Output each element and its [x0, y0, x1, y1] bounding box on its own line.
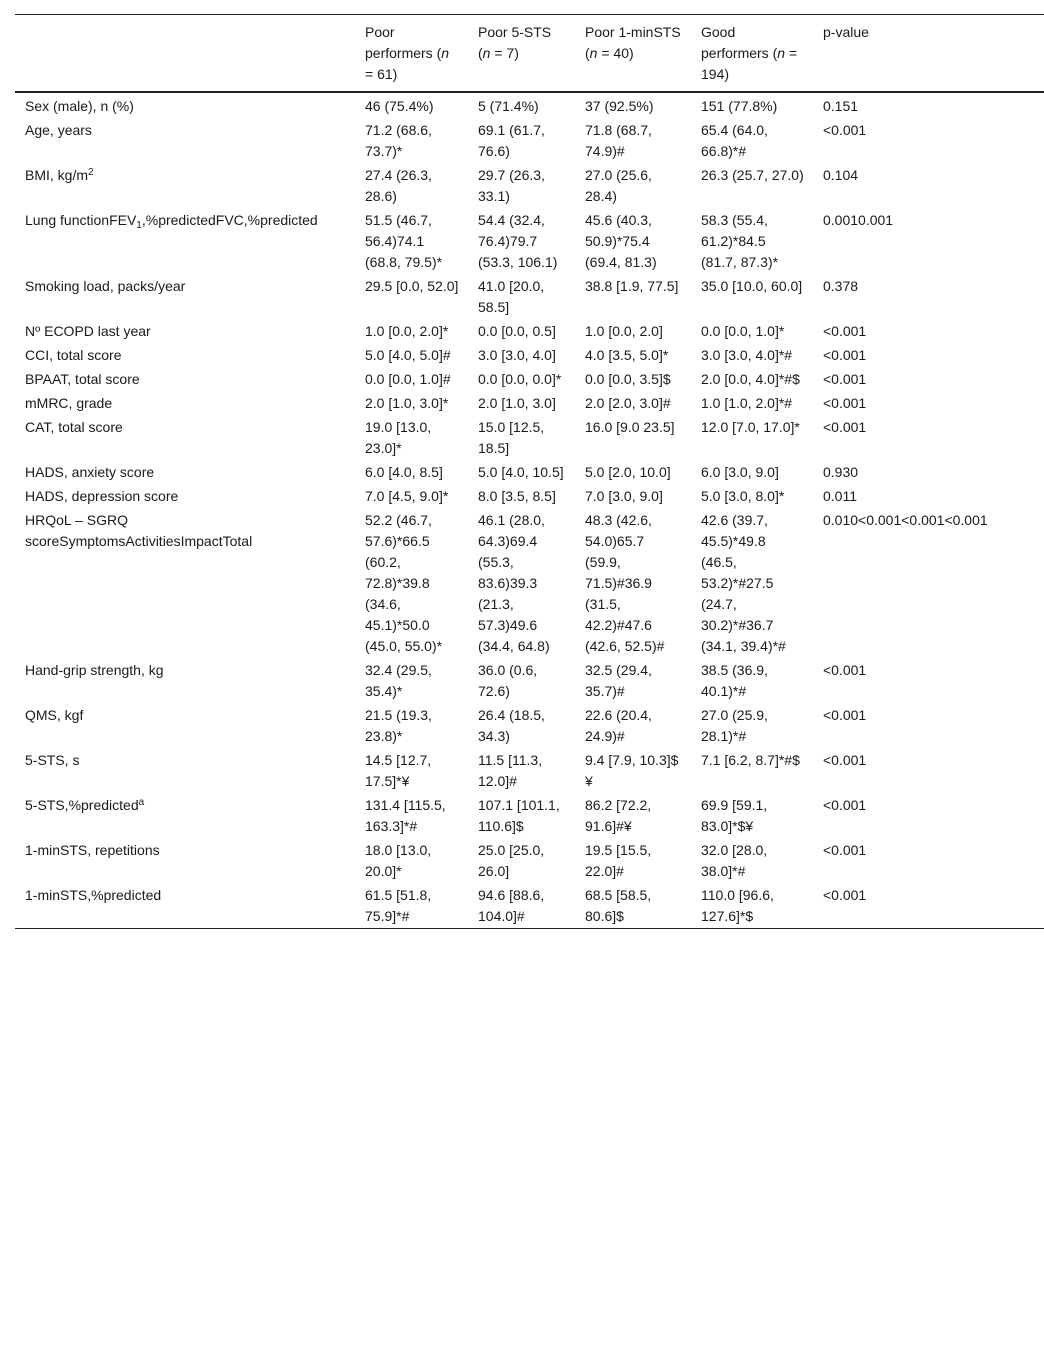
cell-poor-1minsts: 71.8 (68.7, 74.9)#	[585, 122, 652, 159]
table-row	[15, 838, 1044, 883]
cell-poor-performers: 32.4 (29.5, 35.4)*	[365, 662, 432, 699]
row-label: Sex (male), n (%)	[25, 98, 134, 114]
row-label: HADS, depression score	[25, 488, 179, 504]
cell-poor-1minsts: 68.5 [58.5, 80.6]$	[585, 887, 652, 924]
cell-good-performers: 7.1 [6.2, 8.7]*#$	[701, 752, 800, 768]
cell-poor-5sts: 3.0 [3.0, 4.0]	[478, 347, 556, 363]
cell-good-performers: 35.0 [10.0, 60.0]	[701, 278, 803, 294]
cell-good-performers: 42.6 (39.7, 45.5)*49.8 (46.5, 53.2)*#27.5 (24.7, 30.2)*#36.7 (34.1, 39.4)*#	[701, 512, 786, 654]
row-label: BMI, $kg/m^2$	[25, 167, 94, 183]
cell-poor-5sts: 94.6 [88.6, 104.0]#	[478, 887, 545, 924]
cell-poor-5sts: 15.0 [12.5, 18.5]	[478, 419, 545, 456]
row-label: 1-minSTS, repetitions	[25, 842, 160, 858]
cell-poor-1minsts: 27.0 (25.6, 28.4)	[585, 167, 652, 204]
cell-poor-performers: 51.5 (46.7, 56.4)74.1 (68.8, 79.5)*	[365, 212, 443, 270]
cell-poor-performers: 0.0 [0.0, 1.0]#	[365, 371, 451, 387]
table-row	[15, 92, 1044, 118]
table-row	[15, 343, 1044, 367]
cell-poor-5sts: 25.0 [25.0, 26.0]	[478, 842, 545, 879]
cell-poor-1minsts: 48.3 (42.6, 54.0)65.7 (59.9, 71.5)#36.9 (31.5, 42.2)#47.6 (42.6, 52.5)#	[585, 512, 665, 654]
cell-poor-1minsts: 16.0 [9.0 23.5]	[585, 419, 675, 435]
cell-good-performers: 0.0 [0.0, 1.0]*	[701, 323, 785, 339]
header-poor-5sts: Poor 5-STS (n = 7)	[478, 24, 552, 61]
cell-poor-1minsts: 37 (92.5%)	[585, 98, 654, 114]
cell-good-performers: 2.0 [0.0, 4.0]*#$	[701, 371, 800, 387]
row-label: BPAAT, total score	[25, 371, 140, 387]
row-label: Lung functionFEV$_1$,%predictedFVC,%predicted	[25, 212, 318, 231]
cell-poor-performers: 6.0 [4.0, 8.5]	[365, 464, 443, 480]
cell-poor-1minsts: 4.0 [3.5, 5.0]*	[585, 347, 669, 363]
cell-good-performers: 27.0 (25.9, 28.1)*#	[701, 707, 768, 744]
cell-pvalue: 0.151	[823, 98, 859, 114]
cell-pvalue: <0.001	[823, 323, 867, 339]
cell-poor-1minsts: 9.4 [7.9, 10.3]$¥	[585, 752, 679, 789]
row-label: mMRC, grade	[25, 395, 113, 411]
cell-pvalue: <0.001	[823, 662, 867, 678]
cell-poor-1minsts: 0.0 [0.0, 3.5]$	[585, 371, 671, 387]
cell-pvalue: <0.001	[823, 347, 867, 363]
cell-poor-5sts: 11.5 [11.3, 12.0]#	[478, 752, 543, 789]
cell-poor-performers: 1.0 [0.0, 2.0]*	[365, 323, 449, 339]
table-row	[15, 508, 1044, 658]
cell-poor-5sts: 8.0 [3.5, 8.5]	[478, 488, 556, 504]
header-poor-1minsts: Poor 1-minSTS (n = 40)	[585, 24, 681, 61]
cell-good-performers: 65.4 (64.0, 66.8)*#	[701, 122, 768, 159]
cell-poor-5sts: 2.0 [1.0, 3.0]	[478, 395, 556, 411]
cell-poor-performers: 18.0 [13.0, 20.0]*	[365, 842, 432, 879]
cell-poor-1minsts: 7.0 [3.0, 9.0]	[585, 488, 663, 504]
cell-pvalue: 0.930	[823, 464, 859, 480]
table-row	[15, 748, 1044, 793]
cell-poor-performers: 61.5 [51.8, 75.9]*#	[365, 887, 432, 924]
cell-good-performers: 6.0 [3.0, 9.0]	[701, 464, 779, 480]
row-label: 5-STS,%predicted$^a$	[25, 797, 145, 813]
table-header	[15, 15, 1044, 93]
row-label: 1-minSTS,%predicted	[25, 887, 162, 903]
cell-poor-performers: 46 (75.4%)	[365, 98, 434, 114]
cell-pvalue: 0.0010.001	[823, 212, 894, 228]
cell-poor-1minsts: 86.2 [72.2, 91.6]#¥	[585, 797, 652, 834]
cell-poor-5sts: 26.4 (18.5, 34.3)	[478, 707, 545, 744]
cell-poor-performers: 27.4 (26.3, 28.6)	[365, 167, 432, 204]
cell-poor-1minsts: 32.5 (29.4, 35.7)#	[585, 662, 652, 699]
cell-poor-1minsts: 1.0 [0.0, 2.0]	[585, 323, 663, 339]
table-row	[15, 319, 1044, 343]
cell-good-performers: 26.3 (25.7, 27.0)	[701, 167, 804, 183]
cell-pvalue: <0.001	[823, 122, 867, 138]
cell-good-performers: 69.9 [59.1, 83.0]*$¥	[701, 797, 768, 834]
results-table	[15, 14, 1044, 929]
cell-pvalue: <0.001	[823, 797, 867, 813]
table-row	[15, 208, 1044, 274]
cell-pvalue: 0.011	[823, 488, 857, 504]
cell-poor-performers: 71.2 (68.6, 73.7)*	[365, 122, 432, 159]
cell-good-performers: 1.0 [1.0, 2.0]*#	[701, 395, 793, 411]
cell-poor-5sts: 107.1 [101.1, 110.6]$	[478, 797, 560, 834]
cell-good-performers: 58.3 (55.4, 61.2)*84.5 (81.7, 87.3)*	[701, 212, 779, 270]
table-row	[15, 367, 1044, 391]
row-label: HADS, anxiety score	[25, 464, 155, 480]
cell-poor-5sts: 0.0 [0.0, 0.5]	[478, 323, 556, 339]
cell-poor-performers: 21.5 (19.3, 23.8)*	[365, 707, 432, 744]
table-row	[15, 118, 1044, 163]
cell-poor-5sts: 36.0 (0.6, 72.6)	[478, 662, 538, 699]
cell-poor-5sts: 0.0 [0.0, 0.0]*	[478, 371, 562, 387]
cell-good-performers: 12.0 [7.0, 17.0]*	[701, 419, 800, 435]
cell-good-performers: 151 (77.8%)	[701, 98, 778, 114]
cell-pvalue: <0.001	[823, 752, 867, 768]
cell-pvalue: <0.001	[823, 842, 867, 858]
cell-poor-1minsts: 19.5 [15.5, 22.0]#	[585, 842, 652, 879]
cell-poor-performers: 131.4 [115.5, 163.3]*#	[365, 797, 446, 834]
cell-good-performers: 110.0 [96.6, 127.6]*$	[701, 887, 774, 924]
cell-poor-1minsts: 5.0 [2.0, 10.0]	[585, 464, 671, 480]
cell-poor-1minsts: 38.8 [1.9, 77.5]	[585, 278, 679, 294]
row-label: CAT, total score	[25, 419, 123, 435]
table-body	[15, 92, 1044, 929]
cell-poor-5sts: 54.4 (32.4, 76.4)79.7 (53.3, 106.1)	[478, 212, 558, 270]
cell-poor-performers: 5.0 [4.0, 5.0]#	[365, 347, 451, 363]
table-row	[15, 460, 1044, 484]
cell-poor-performers: 2.0 [1.0, 3.0]*	[365, 395, 449, 411]
cell-pvalue: <0.001	[823, 887, 867, 903]
row-label: Age, years	[25, 122, 92, 138]
cell-poor-5sts: 29.7 (26.3, 33.1)	[478, 167, 545, 204]
cell-good-performers: 32.0 [28.0, 38.0]*#	[701, 842, 768, 879]
cell-good-performers: 5.0 [3.0, 8.0]*	[701, 488, 785, 504]
table-row	[15, 703, 1044, 748]
cell-good-performers: 3.0 [3.0, 4.0]*#	[701, 347, 793, 363]
row-label: HRQoL – SGRQ scoreSymptomsActivitiesImpactTotal	[25, 512, 253, 549]
cell-pvalue: 0.104	[823, 167, 859, 183]
cell-poor-performers: 7.0 [4.5, 9.0]*	[365, 488, 449, 504]
header-good-performers: Good performers (n = 194)	[701, 24, 798, 82]
row-label: Hand-grip strength, kg	[25, 662, 164, 678]
cell-poor-5sts: 5.0 [4.0, 10.5]	[478, 464, 564, 480]
header-pvalue: p-value	[823, 24, 869, 40]
cell-pvalue: 0.378	[823, 278, 859, 294]
cell-poor-1minsts: 2.0 [2.0, 3.0]#	[585, 395, 671, 411]
table-row	[15, 391, 1044, 415]
header-poor-performers: Poor performers (n = 61)	[365, 24, 450, 82]
cell-poor-performers: 19.0 [13.0, 23.0]*	[365, 419, 432, 456]
cell-pvalue: <0.001	[823, 371, 867, 387]
cell-poor-1minsts: 22.6 (20.4, 24.9)#	[585, 707, 652, 744]
cell-poor-performers: 14.5 [12.7, 17.5]*¥	[365, 752, 432, 789]
row-label: 5-STS, s	[25, 752, 80, 768]
row-label: CCI, total score	[25, 347, 122, 363]
cell-poor-performers: 52.2 (46.7, 57.6)*66.5 (60.2, 72.8)*39.8 (34.6, 45.1)*50.0 (45.0, 55.0)*	[365, 512, 443, 654]
cell-poor-5sts: 5 (71.4%)	[478, 98, 539, 114]
cell-good-performers: 38.5 (36.9, 40.1)*#	[701, 662, 768, 699]
cell-poor-performers: 29.5 [0.0, 52.0]	[365, 278, 459, 294]
table-row	[15, 163, 1044, 208]
table-row	[15, 883, 1044, 929]
cell-pvalue: <0.001	[823, 707, 867, 723]
cell-poor-5sts: 69.1 (61.7, 76.6)	[478, 122, 545, 159]
cell-poor-5sts: 41.0 [20.0, 58.5]	[478, 278, 545, 315]
table-row	[15, 484, 1044, 508]
table-row	[15, 274, 1044, 319]
row-label: Smoking load, packs/year	[25, 278, 186, 294]
cell-poor-1minsts: 45.6 (40.3, 50.9)*75.4 (69.4, 81.3)	[585, 212, 657, 270]
header-variable	[15, 15, 355, 93]
row-label: Nº ECOPD last year	[25, 323, 151, 339]
table-row	[15, 415, 1044, 460]
row-label: QMS, kgf	[25, 707, 84, 723]
table-row	[15, 793, 1044, 838]
cell-poor-5sts: 46.1 (28.0, 64.3)69.4 (55.3, 83.6)39.3 (21.3, 57.3)49.6 (34.4, 64.8)	[478, 512, 550, 654]
cell-pvalue: <0.001	[823, 419, 867, 435]
table-row	[15, 658, 1044, 703]
cell-pvalue: <0.001	[823, 395, 867, 411]
cell-pvalue: 0.010<0.001<0.001<0.001	[823, 512, 988, 528]
